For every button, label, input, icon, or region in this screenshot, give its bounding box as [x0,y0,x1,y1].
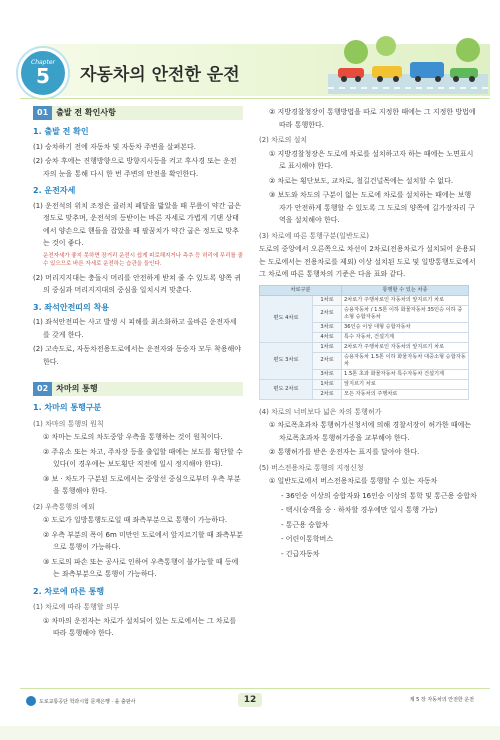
paragraph: ② 주유소 또는 차고, 주차장 등을 출입할 때에는 보도를 횡단할 수 있다(이 경우에는 보도횡단 직전에 일시 정지해야 한다). [43,447,243,468]
paragraph: (2) 고속도로, 자동차전용도로에서는 운전자와 동승자 모두 착용해야 한다. [33,345,242,366]
table-cell: 2차로가 주행차로인 자동차의 앞지르기 차로 [342,295,469,305]
footer-publisher [26,696,135,706]
page-number: 12 [238,693,262,707]
bullet-item: - 통근용 승합차 [281,520,329,529]
publisher-logo-icon [26,696,36,706]
heading: 2. 운전자세 [33,186,76,195]
table-cell: 36인승 이상 대형 승합자동차 [342,322,469,332]
heading: 1. 차마의 통행구분 [33,403,102,412]
paragraph: ③ 보도와 차도의 구분이 없는 도로에 차로를 설치하는 때에는 보행자가 안전하게 통행할 수 있도록 그 도로의 양쪽에 길가장자리 구역을 설치해야 한다. [269,191,475,224]
chapter-badge [18,48,68,98]
paragraph: ① 도로가 일방통행도로일 때 좌측부분으로 통행이 가능하다. [43,516,228,524]
paragraph: ① 일반도로에서 버스전용차로를 통행할 수 있는 자동차 [269,477,438,485]
paragraph: (1) 운전석의 위치 조정은 클러치 페달을 밟았을 때 무릎이 약간 굽은 정도로 맞추며, 운전석의 등받이는 바른 자세로 가볍게 기댄 상태에서 양손으로 핸들을 잡았을 때 팔꿈치가 약간 굽은 정도로 맞추는 것이 좋다. [33,201,241,247]
table-cell: 2차로 [313,389,342,399]
section-title: 출발 전 확인사항 [56,107,116,117]
table-row [260,295,469,305]
section-02-header [33,382,243,396]
section-01-header [33,106,243,120]
paragraph: (2) 머리지지대는 충돌시 머리를 안전하게 받쳐 줄 수 있도록 양쪽 귀의 중심과 머리지지대의 중심을 일치시켜 맞춘다. [33,273,241,294]
paragraph: ① 차마는 도로의 차도중앙 우측을 통행하는 것이 원칙이다. [43,433,223,441]
section-title: 차마의 통행 [56,383,98,393]
table-cell: 1차로 [313,295,342,305]
footer-left-text: 도로교통공단 학과시험 문제은행 · 을 출판사 [39,698,136,705]
table-cell: 3차로 [313,369,342,379]
subheading: (5) 버스전용차로 통행의 지정신청 [259,463,364,472]
subheading: (1) 차로에 따라 통행할 의무 [33,603,120,611]
table-cell: 1차로 [313,342,342,352]
chapter-number: 5 [36,64,50,88]
table-cell: 2차로가 주행차로인 자동차의 앞지르기 차로 [342,342,469,352]
paragraph: ② 지방경찰청장이 통행방법을 따로 지정한 때에는 그 지정한 방법에 따라 통행한다. [269,108,476,129]
heading: 1. 출발 전 확인 [33,127,89,136]
subheading: (3) 차로에 따른 통행구분(일반도로) [259,231,369,240]
paragraph: ② 우측 부분의 폭이 6m 미만인 도로에서 앞지르기할 때 좌측부분으로 통행이 가능하다. [43,530,243,551]
footer-right-text: 제 5 장 자동차의 안전한 운전 [409,697,474,703]
paragraph: 도로의 중앙에서 오른쪽으로 차선이 2차로(전용차로가 설치되어 운용되는 도로에서는 전용차로를 제외) 이상 설치된 도로 및 일방통행도로에서 그 차로에 따른 통행차의 기준은 다음 표와 같다. [259,245,476,278]
paragraph: ③ 도로의 파손 또는 공사로 인하여 우측통행이 불가능할 때 등에는 좌측부분으로 통행이 가능하다. [43,557,239,578]
paragraph: ② 차로는 횡단보도, 교차로, 철길건널목에는 설치할 수 없다. [269,176,454,185]
table-cell: 앞지르기 차로 [342,379,469,389]
heading: 3. 좌석안전띠의 착용 [33,302,109,312]
table-cell: 모든 자동차의 주행차로 [342,389,469,399]
footer-divider [20,688,490,689]
table-cell: 편도 2차로 [260,379,313,399]
right-column [259,106,477,562]
subheading: (2) 우측통행의 예외 [33,502,95,511]
table-row [260,342,469,352]
section-number: 02 [33,382,52,396]
paragraph: (2) 승차 후에는 진행방향으로 방향지시등을 켜고 후사경 또는 운전자의 눈을 통해 다시 한 번 주변의 안전을 확인한다. [33,157,237,178]
paragraph: ① 지방경찰청장은 도로에 차로를 설치하고자 하는 때에는 노면표시로 표시해야 한다. [269,149,474,170]
table-cell: 편도 3차로 [260,342,313,379]
heading: 2. 차로에 따른 통행 [33,586,105,596]
bullet-item: - 어린이통학버스 [281,535,334,543]
chapter-label: Chapter [31,59,55,66]
header-divider [20,98,490,99]
subheading: (2) 차로의 설치 [259,136,308,144]
paragraph: ① 차마의 운전자는 차로가 설치되어 있는 도로에서는 그 차로를 따라 통행해야 한다. [43,616,237,637]
left-column [33,106,243,642]
paragraph: ① 차로폭초과차 통행허가신청서에 의해 경찰서장이 허가한 때에는 차로폭초과차 통행허가증을 교부해야 한다. [269,421,472,442]
table-cell: 편도 4차로 [260,295,313,342]
table-header-lane: 차로구분 [260,285,342,295]
table-cell: 승용자동차 1.5톤 이하 화물자동차 대중소형 승합자동차 [342,352,469,369]
bullet-item: - 36인승 이상의 승합자와 16인승 이상의 통학 및 통근용 승합차 [281,491,477,500]
bullet-item: - 긴급자동차 [281,549,320,558]
traffic-illustration [328,32,488,94]
subheading: (1) 차마의 통행의 원칙 [33,419,104,428]
paragraph: (1) 좌석안전띠는 사고 발생 시 피해를 최소화하고 올바른 운전자세를 갖게 한다. [33,318,237,339]
table-cell: 승용자동차 / 1.5톤 이하 화물자동차 35인승 이하 중소형 승합자동차 [342,305,469,322]
section-number: 01 [33,106,52,120]
paragraph: ② 통행허가를 받은 운전자는 표지를 달아야 한다. [269,448,420,456]
lane-table [259,285,469,400]
tip-note: 운전자세가 좋지 못하면 장거리 운전시 쉽게 피로해지거나 측추 등 허리에 무리를 줄 수 있으므로 바른 자세로 운전하는 습관을 들인다. [43,252,243,267]
subheading: (4) 차로의 너비보다 넓은 차의 통행허가 [259,407,382,416]
table-cell: 3차로 [313,322,342,332]
table-cell: 1.5톤 초과 화물자동차 특수자동차 건설기계 [342,369,469,379]
table-cell: 1차로 [313,379,342,389]
table-cell: 2차로 [313,352,342,369]
table-cell: 특수 자동차, 건설기계 [342,332,469,342]
chapter-title: 자동차의 안전한 운전 [80,65,240,85]
paragraph: (1) 승차하기 전에 자동차 및 자동차 주변을 살펴본다. [33,142,196,151]
table-header-vehicle: 통행할 수 있는 차종 [342,285,469,295]
table-cell: 4차로 [313,332,342,342]
paragraph: ③ 보 · 차도가 구분된 도로에서는 중앙선 중심으로부터 우측 부분을 통행해야 한다. [43,474,241,495]
bottom-strip [0,726,500,740]
bullet-item: - 택시(승객을 승 · 하차할 경우에만 일시 통행 가능) [281,506,438,514]
table-row [260,379,469,389]
table-cell: 2차로 [313,305,342,322]
